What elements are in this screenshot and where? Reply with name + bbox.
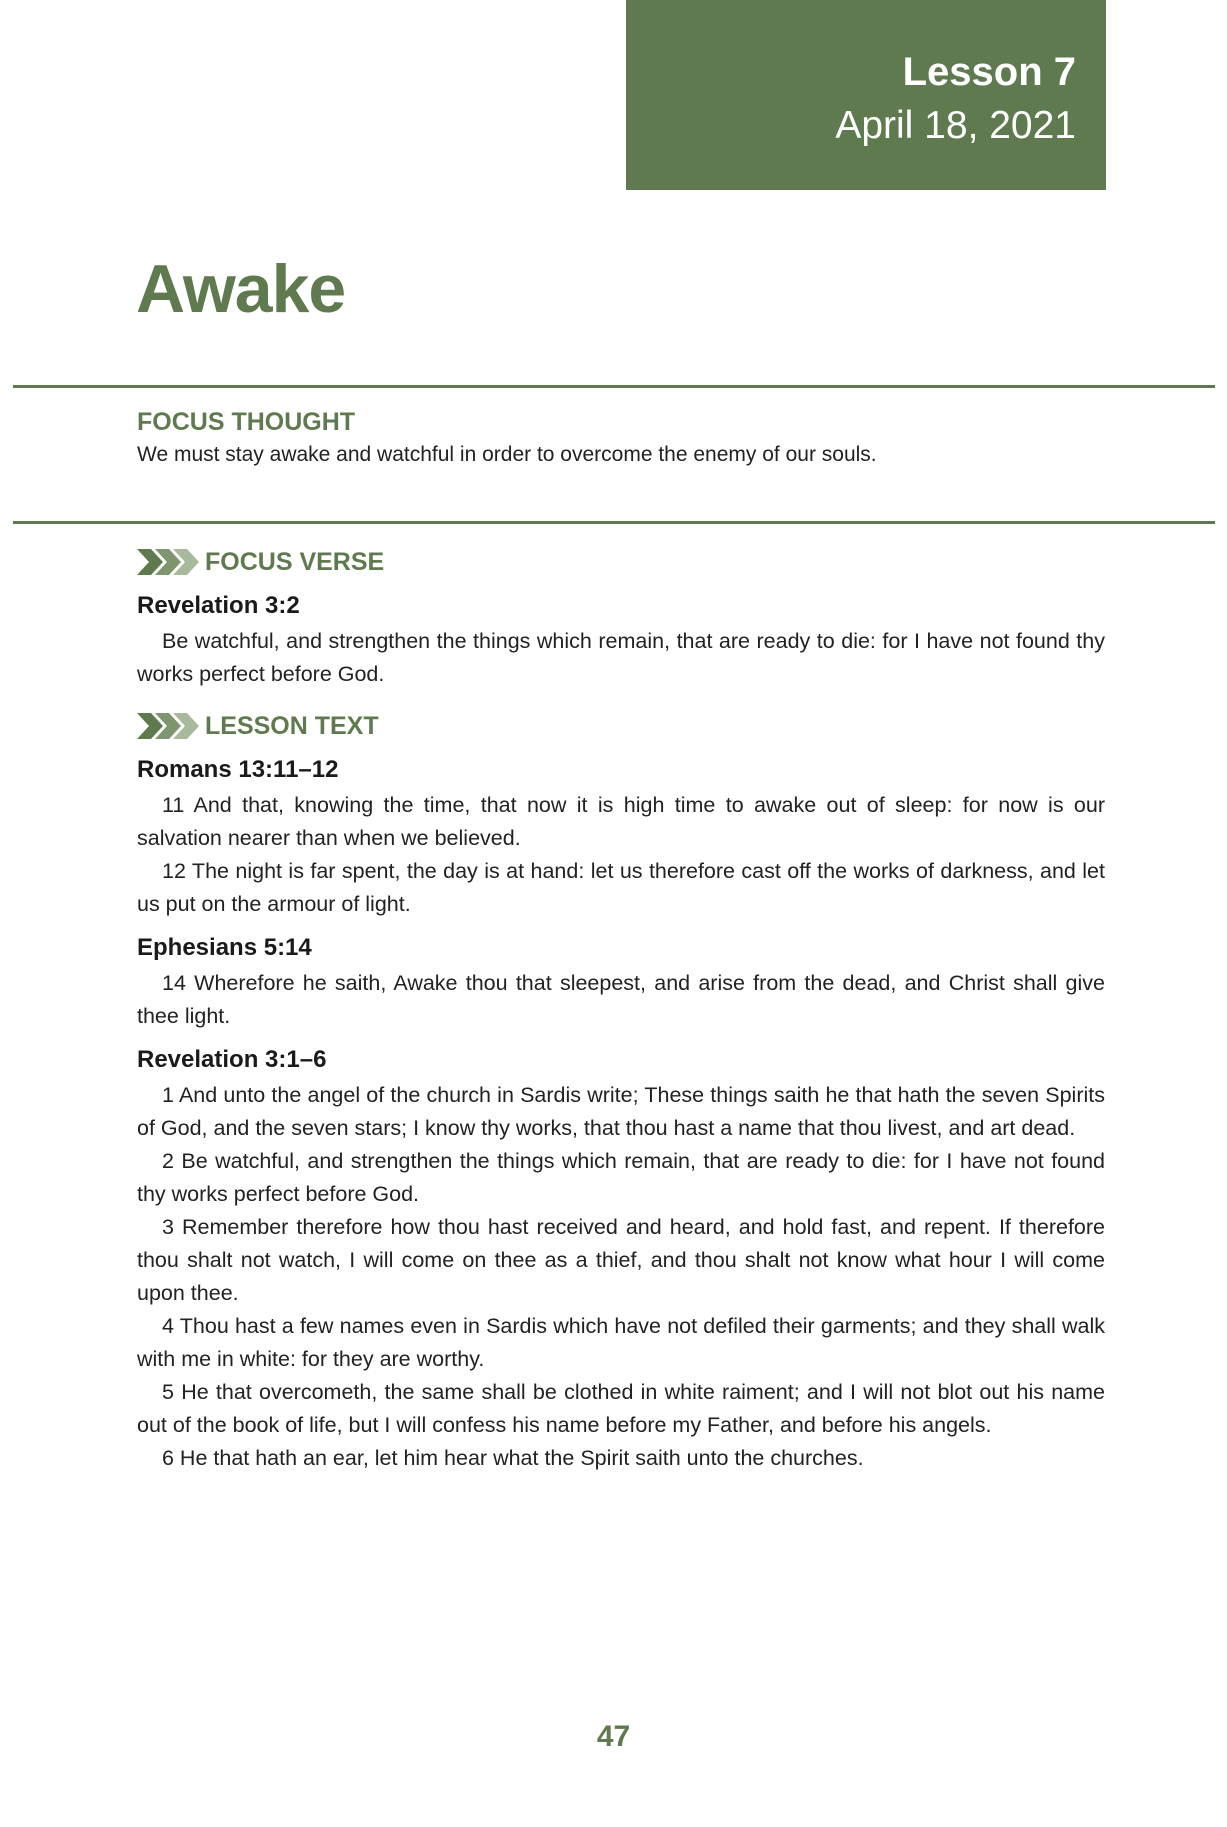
page-number: 47 [596,1720,631,1753]
main-content [137,545,1105,1485]
verse-text: 12 The night is far spent, the day is at hand: let us therefore cast off the works of darkness, and let us put on the armour of light. [137,859,1105,916]
lesson-date: April 18, 2021 [835,104,1076,147]
verse-text: 4 Thou hast a few names even in Sardis which have not defiled their garments; and they shall walk with me in white: for they are worthy. [137,1314,1105,1371]
page-title: Awake [136,251,346,327]
verse-text: 2 Be watchful, and strengthen the things which remain, that are ready to die: for I have not found thy works perfect before God. [137,1149,1105,1206]
lesson-passage [137,931,1105,1033]
triple-chevron-icon [137,547,199,577]
verse-text: 11 And that, knowing the time, that now it is high time to awake out of sleep: for now is our salvation nearer than when we believed. [137,793,1105,850]
section-label: LESSON TEXT [205,711,379,740]
verse-reference: Revelation 3:1–6 [137,1046,327,1073]
divider [13,521,1215,524]
lesson-header-box [626,0,1106,190]
verse-text: Be watchful, and strengthen the things which remain, that are ready to die: for I have not found thy works perfect before God. [137,629,1105,686]
lesson-passage [137,753,1105,921]
divider [13,385,1215,388]
verse-text: 6 He that hath an ear, let him hear what the Spirit saith unto the churches. [162,1446,864,1470]
section-label: FOCUS VERSE [205,547,385,576]
verse-reference: Revelation 3:2 [137,592,300,619]
verse-text: 5 He that overcometh, the same shall be clothed in white raiment; and I will not blot out his name out of the book of life, but I will confess his name before my Father, and before his angels. [137,1380,1105,1437]
focus-thought-heading: FOCUS THOUGHT [137,408,356,436]
lesson-text-heading [137,709,1105,743]
verse-reference: Ephesians 5:14 [137,934,312,961]
focus-verse-heading [137,545,1105,579]
lesson-passage [137,1043,1105,1475]
verse-reference: Romans 13:11–12 [137,756,339,783]
lesson-number: Lesson 7 [902,50,1076,94]
focus-verse-passage [137,589,1105,691]
focus-thought-text: We must stay awake and watchful in order to overcome the enemy of our souls. [137,443,877,466]
verse-text: 1 And unto the angel of the church in Sardis write; These things saith he that hath the seven Spirits of God, and the seven stars; I know thy works, that thou hast a name that thou livest, and art dead. [137,1083,1105,1140]
verse-text: 14 Wherefore he saith, Awake thou that sleepest, and arise from the dead, and Christ shall give thee light. [137,971,1105,1028]
verse-text: 3 Remember therefore how thou hast received and heard, and hold fast, and repent. If therefore thou shalt not watch, I will come on thee as a thief, and thou shalt not know what hour I will come upon thee. [137,1215,1105,1305]
triple-chevron-icon [137,711,199,741]
